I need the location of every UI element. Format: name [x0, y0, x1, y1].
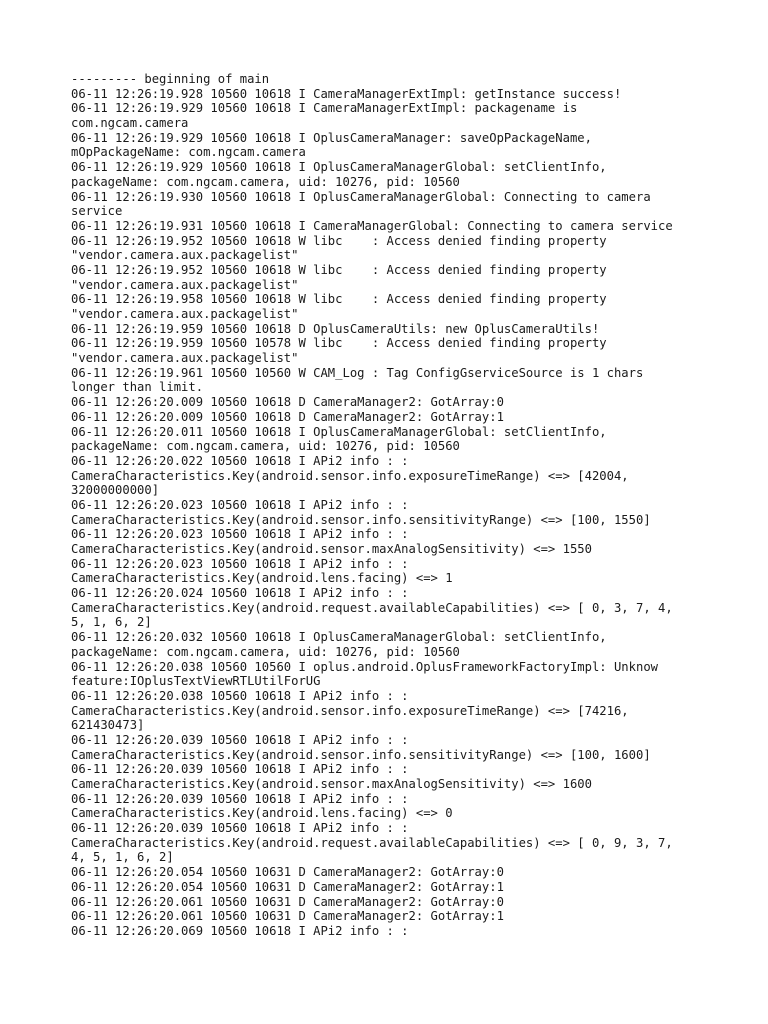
log-line: 06-11 12:26:19.929 10560 10618 I OplusCameraManagerGlobal: setClientInfo,: [71, 160, 607, 175]
log-line: CameraCharacteristics.Key(android.sensor.info.sensitivityRange) <=> [100, 1550]: [71, 512, 651, 527]
log-line: 06-11 12:26:20.023 10560 10618 I APi2 info : :: [71, 556, 409, 571]
log-line: 06-11 12:26:20.039 10560 10618 I APi2 info : :: [71, 821, 409, 836]
log-line: 06-11 12:26:19.930 10560 10618 I OplusCameraManagerGlobal: Connecting to camera: [71, 189, 651, 204]
log-line: "vendor.camera.aux.packagelist": [71, 351, 299, 366]
log-line: 06-11 12:26:20.009 10560 10618 D CameraManager2: GotArray:0: [71, 395, 504, 410]
log-line: 06-11 12:26:20.038 10560 10618 I APi2 info : :: [71, 688, 409, 703]
log-line: 06-11 12:26:19.959 10560 10618 D OplusCameraUtils: new OplusCameraUtils!: [71, 321, 600, 336]
log-line: packageName: com.ngcam.camera, uid: 10276, pid: 10560: [71, 439, 460, 454]
log-line: 06-11 12:26:20.023 10560 10618 I APi2 info : :: [71, 527, 409, 542]
log-line: 06-11 12:26:20.011 10560 10618 I OplusCameraManagerGlobal: setClientInfo,: [71, 424, 607, 439]
log-line: 06-11 12:26:19.929 10560 10618 I CameraManagerExtImpl: packagename is: [71, 101, 578, 116]
log-line: CameraCharacteristics.Key(android.sensor.maxAnalogSensitivity) <=> 1550: [71, 542, 592, 556]
log-line: CameraCharacteristics.Key(android.request.availableCapabilities) <=> [ 0, 9, 3, 7,: [71, 835, 673, 850]
log-line: com.ngcam.camera: [71, 116, 189, 131]
log-line: 06-11 12:26:20.024 10560 10618 I APi2 info : :: [71, 586, 409, 601]
log-line: "vendor.camera.aux.packagelist": [71, 248, 299, 263]
log-line: 32000000000]: [71, 483, 160, 498]
log-line: mOpPackageName: com.ngcam.camera: [71, 145, 306, 160]
log-line: 06-11 12:26:19.929 10560 10618 I OplusCameraManager: saveOpPackageName,: [71, 130, 592, 145]
log-line: 06-11 12:26:20.061 10560 10631 D CameraManager2: GotArray:0: [71, 894, 504, 909]
log-line: 06-11 12:26:19.952 10560 10618 W libc : Access denied finding property: [71, 262, 607, 277]
log-line: 621430473]: [71, 718, 145, 733]
log-line: packageName: com.ngcam.camera, uid: 10276, pid: 10560: [71, 644, 460, 659]
log-line: 06-11 12:26:20.061 10560 10631 D CameraManager2: GotArray:1: [71, 909, 504, 924]
log-line: 06-11 12:26:20.054 10560 10631 D CameraManager2: GotArray:1: [71, 879, 504, 894]
log-line: 06-11 12:26:20.023 10560 10618 I APi2 info : :: [71, 497, 409, 512]
log-line: 06-11 12:26:20.022 10560 10618 I APi2 info : :: [71, 453, 409, 468]
log-line: CameraCharacteristics.Key(android.lens.facing) <=> 1: [71, 571, 453, 586]
log-line: CameraCharacteristics.Key(android.sensor.info.exposureTimeRange) <=> [74216,: [71, 703, 629, 718]
log-text-block: [71, 72, 711, 939]
log-line: feature:IOplusTextViewRTLUtilForUG: [71, 674, 321, 689]
log-line: CameraCharacteristics.Key(android.request.availableCapabilities) <=> [ 0, 3, 7, 4,: [71, 600, 673, 615]
log-line: "vendor.camera.aux.packagelist": [71, 307, 299, 321]
log-line: 06-11 12:26:19.959 10560 10578 W libc : Access denied finding property: [71, 336, 607, 351]
log-line: 06-11 12:26:19.952 10560 10618 W libc : Access denied finding property: [71, 233, 607, 248]
log-line: 06-11 12:26:20.054 10560 10631 D CameraManager2: GotArray:0: [71, 865, 504, 880]
log-line: 06-11 12:26:20.039 10560 10618 I APi2 info : :: [71, 791, 409, 806]
log-line: 5, 1, 6, 2]: [71, 615, 152, 630]
log-line: CameraCharacteristics.Key(android.sensor.info.exposureTimeRange) <=> [42004,: [71, 468, 629, 483]
log-line: 06-11 12:26:19.961 10560 10560 W CAM_Log : Tag ConfigGserviceSource is 1 chars: [71, 365, 644, 380]
log-line: 06-11 12:26:20.009 10560 10618 D CameraManager2: GotArray:1: [71, 409, 504, 424]
log-line: --------- beginning of main: [71, 72, 270, 86]
log-line: 06-11 12:26:19.958 10560 10618 W libc : Access denied finding property: [71, 292, 607, 307]
log-line: packageName: com.ngcam.camera, uid: 10276, pid: 10560: [71, 174, 460, 189]
log-line: "vendor.camera.aux.packagelist": [71, 277, 299, 292]
log-line: 06-11 12:26:20.039 10560 10618 I APi2 info : :: [71, 732, 409, 747]
log-line: CameraCharacteristics.Key(android.sensor.maxAnalogSensitivity) <=> 1600: [71, 777, 592, 791]
log-line: 06-11 12:26:19.931 10560 10618 I CameraManagerGlobal: Connecting to camera service: [71, 218, 673, 233]
log-line: 06-11 12:26:20.032 10560 10618 I OplusCameraManagerGlobal: setClientInfo,: [71, 630, 607, 645]
log-line: 06-11 12:26:19.928 10560 10618 I CameraManagerExtImpl: getInstance success!: [71, 86, 622, 101]
log-line: service: [71, 204, 123, 219]
log-line: 06-11 12:26:20.039 10560 10618 I APi2 info : :: [71, 762, 409, 777]
log-line: 06-11 12:26:20.069 10560 10618 I APi2 info : :: [71, 923, 409, 938]
log-line: 06-11 12:26:20.038 10560 10560 I oplus.android.OplusFrameworkFactoryImpl: Unknow: [71, 659, 658, 674]
log-line: CameraCharacteristics.Key(android.sensor.info.sensitivityRange) <=> [100, 1600]: [71, 747, 651, 762]
log-line: 4, 5, 1, 6, 2]: [71, 850, 174, 865]
log-line: longer than limit.: [71, 380, 204, 395]
log-line: CameraCharacteristics.Key(android.lens.facing) <=> 0: [71, 806, 453, 821]
